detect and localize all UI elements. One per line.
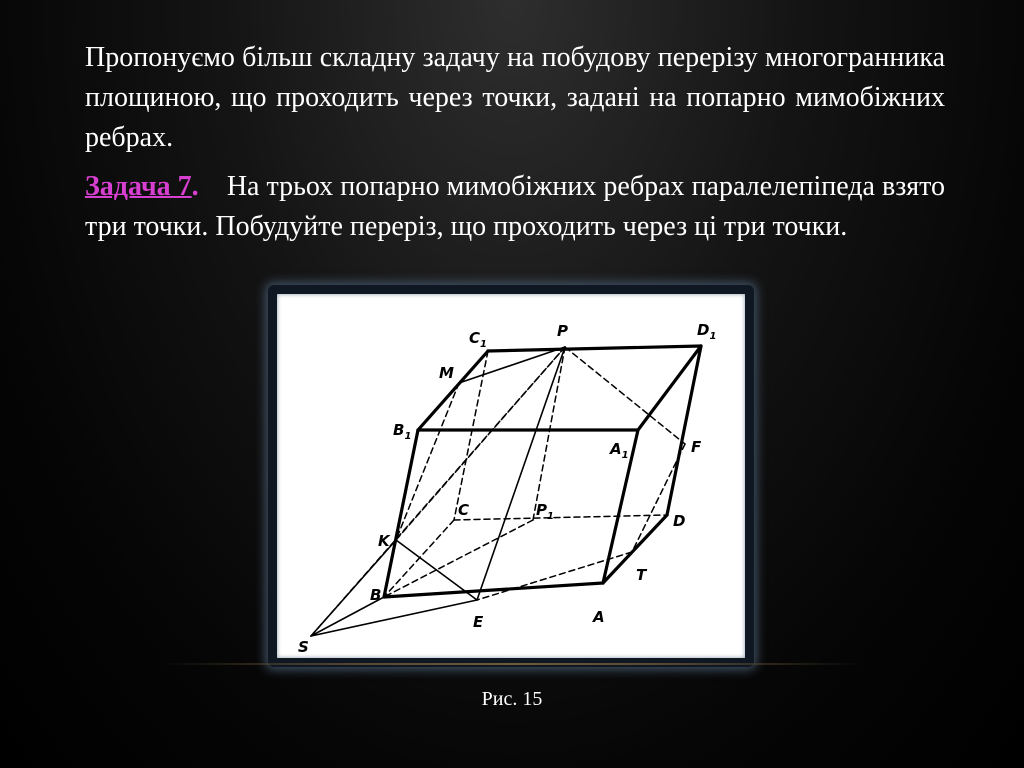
line-e-s [311, 600, 477, 636]
parallelepiped-diagram [277, 294, 745, 658]
label-b1: $B_1$ [393, 421, 412, 442]
figure-caption: Рис. 15 [481, 688, 543, 710]
label-c1: $C_1$ [469, 329, 487, 350]
decorative-divider [160, 663, 864, 665]
label-a1: $A_1$ [610, 440, 629, 461]
label-e: E [473, 613, 484, 631]
line-p-e [477, 347, 565, 600]
text-block [85, 38, 945, 247]
label-m: M [439, 364, 454, 382]
edge-c-b [384, 520, 454, 597]
figure-frame [268, 285, 754, 667]
label-s: S [298, 638, 309, 656]
edge-d-a [603, 515, 667, 583]
line-m-k [396, 383, 459, 540]
task-text: На трьох попарно мимобіжних ребрах паралелепіпеда взято три точки. Побудуйте переріз, що проходить через ці три точки. [85, 171, 946, 242]
edge-c1-c [454, 351, 488, 520]
line-p-p1 [533, 347, 565, 520]
label-p1: $P_1$ [536, 501, 554, 522]
hidden-lines [311, 347, 685, 636]
label-c: C [458, 501, 470, 519]
intro-paragraph: Пропонуємо більш складну задачу на побудову перерізу многогранника площиною, що проходить через точки, задані на попарно мимобіжних ребрах. [85, 42, 945, 153]
label-t: T [636, 566, 647, 584]
label-f: F [691, 438, 702, 456]
edge-c1-b1 [418, 351, 488, 430]
task-paragraph [85, 167, 945, 247]
label-b: B [370, 586, 382, 604]
task-separator: . [191, 171, 199, 202]
line-k-e [396, 540, 477, 600]
edge-c-d [454, 515, 667, 520]
label-p: P [557, 322, 568, 340]
edge-b1-b [384, 430, 418, 597]
label-a: A [593, 608, 605, 626]
task-label: Задача 7 [85, 171, 192, 202]
point-labels [298, 321, 716, 656]
edge-c1-d1 [488, 346, 701, 351]
edge-d1-d [667, 346, 701, 515]
label-k: K [378, 532, 390, 550]
label-d: D [673, 512, 686, 530]
label-d1: $D_1$ [697, 321, 717, 342]
